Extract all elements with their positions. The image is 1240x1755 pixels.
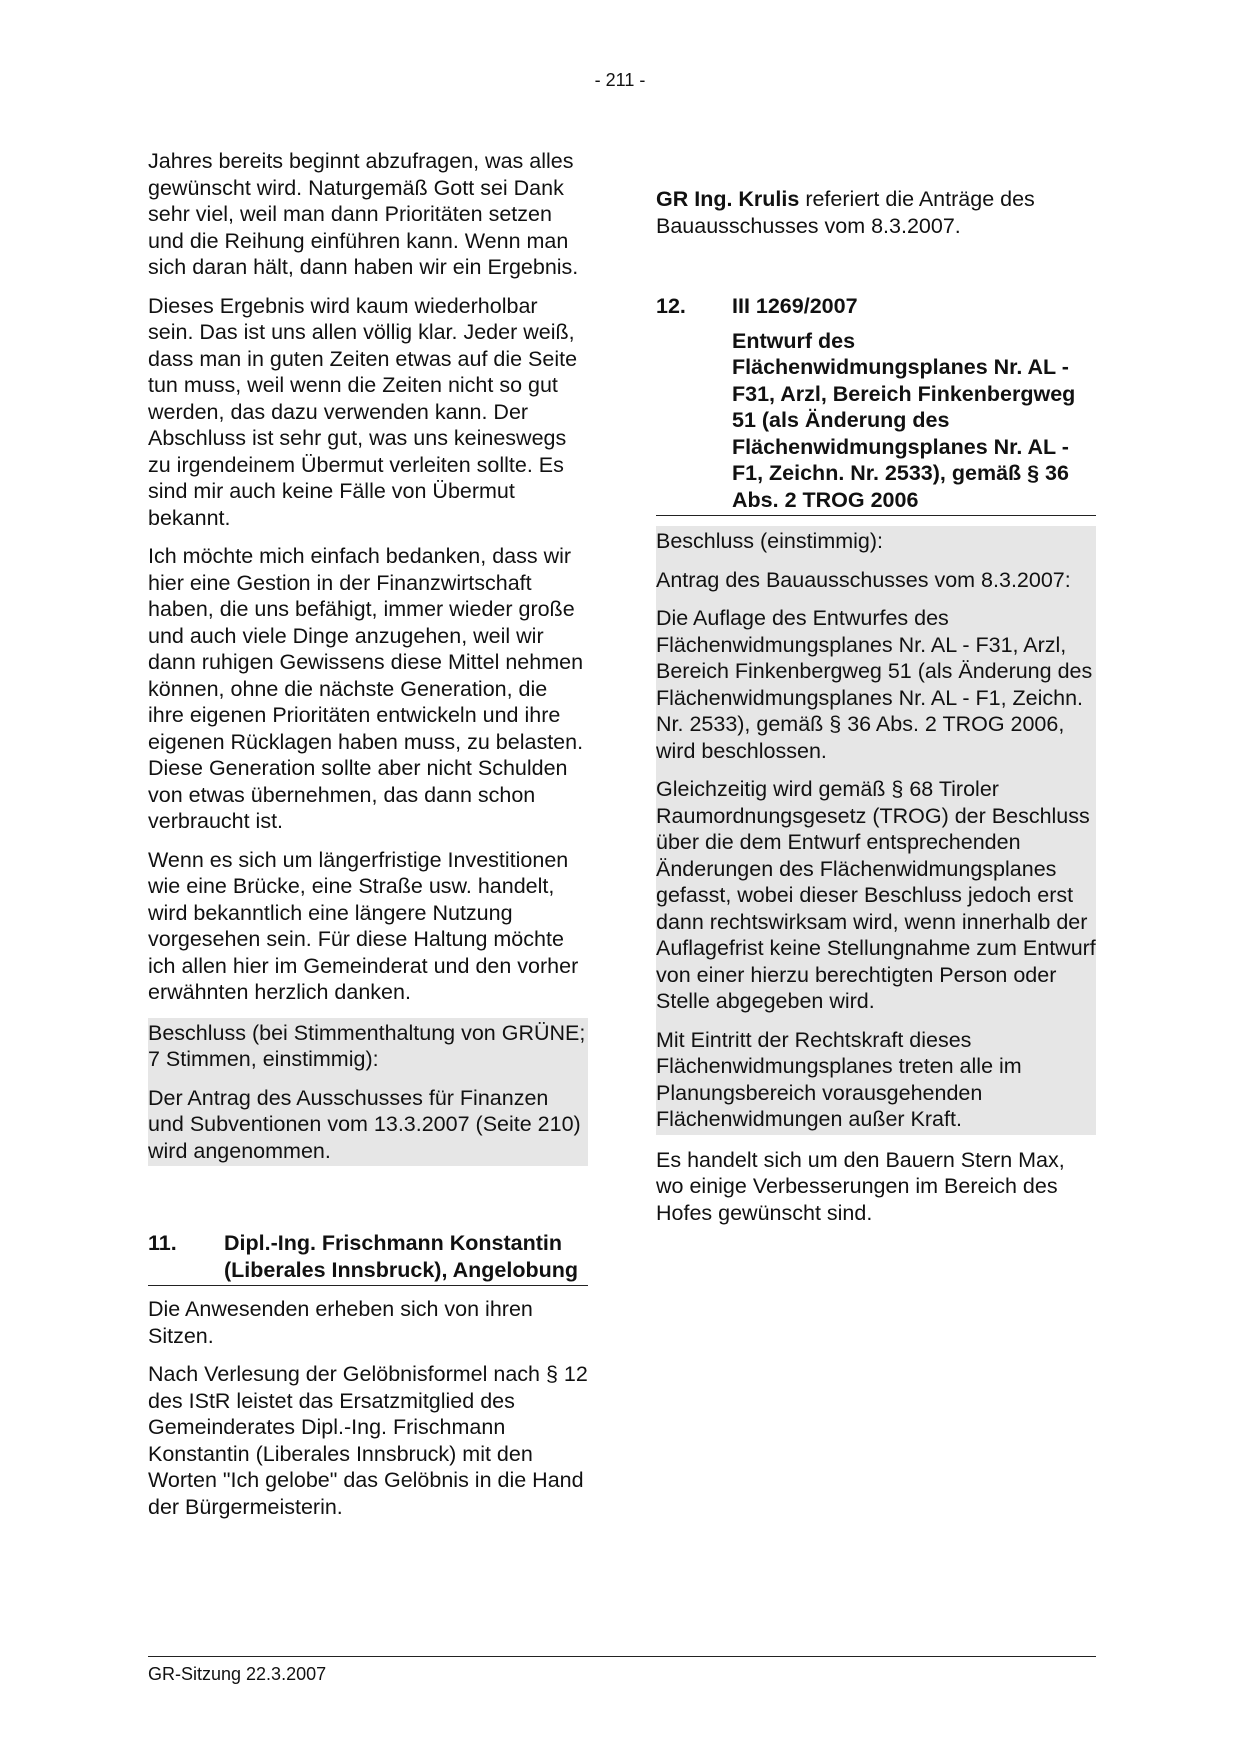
resolution-text: Gleichzeitig wird gemäß § 68 Tiroler Raumordnungsgesetz (TROG) der Beschluss über die dem Entwurf entsprechenden Änderungen des Flächenwidmungsplanes gefasst, wobei dieser Beschluss jedoch erst dann rechtswirksam wird, wenn innerhalb der Auflagefrist keine Stellungnahme zum Entwurf von einer hierzu berechtigten Person oder Stelle abgegeben wird. [656, 777, 1096, 1013]
rapporteur-paragraph [656, 186, 1096, 239]
paragraph: Wenn es sich um längerfristige Investitionen wie eine Brücke, eine Straße usw. handelt, wird bekanntlich eine längere Nutzung vorgesehen sein. Für diese Haltung möchte ich allen hier im Gemeinderat und den vorher erwähnten herzlich danken. [148, 847, 579, 1004]
resolution-text: Mit Eintritt der Rechtskraft dieses Flächenwidmungsplanes treten alle im Planungsbereich vorausgehenden Flächenwidmungen außer Kraft. [656, 1027, 1022, 1131]
agenda-item-11-heading [148, 1230, 588, 1283]
resolution-box [656, 605, 1096, 776]
right-column [656, 186, 1096, 1238]
agenda-item-number: 11. [148, 1231, 177, 1255]
resolution-label: Beschluss (bei Stimmenthaltung von GRÜNE; 7 Stimmen, einstimmig): [148, 1020, 586, 1071]
resolution-box [656, 1027, 1096, 1135]
resolution-box [656, 526, 1096, 567]
footer-divider [148, 1656, 1096, 1657]
paragraph: Dieses Ergebnis wird kaum wiederholbar sein. Das ist uns allen völlig klar. Jeder weiß, dass man in guten Zeiten etwas auf die Seite tun muss, weil wenn die Zeiten nicht so gut werden, das dazu verwenden kann. Der Abschluss ist sehr gut, was uns keineswegs zu irgendeinem Übermut verleiten sollte. Es sind mir auch keine Fälle von Übermut bekannt. [148, 293, 578, 530]
agenda-item-title: Dipl.-Ing. Frischmann Konstantin (Liberales Innsbruck), Angelobung [224, 1231, 578, 1282]
agenda-item-code: III 1269/2007 [732, 294, 858, 318]
paragraph: Ich möchte mich einfach bedanken, dass wir hier eine Gestion in der Finanzwirtschaft haben, die uns befähigt, immer wieder große und auch viele Dinge anzugehen, weil wir dann ruhigen Gewissens diese Mittel nehmen können, ohne die nächste Generation, die ihre eigenen Prioritäten entwickeln und ihre eigenen Rücklagen haben muss, zu belasten. Diese Generation sollte aber nicht Schulden von etwas übernehmen, das dann schon verbraucht ist. [148, 544, 584, 833]
page-number: - 211 - [594, 70, 646, 90]
resolution-text: Der Antrag des Ausschusses für Finanzen und Subventionen vom 13.3.2007 (Seite 210) wird angenommen. [148, 1085, 581, 1163]
agenda-item-number: 12. [656, 294, 686, 318]
paragraph: Jahres bereits beginnt abzufragen, was alles gewünscht wird. Naturgemäß Gott sei Dank sehr viel, weil man dann Prioritäten setzen und die Reihung einführen kann. Wenn man sich daran hält, dann haben wir ein Ergebnis. [148, 149, 579, 279]
paragraph: Es handelt sich um den Bauern Stern Max, wo einige Verbesserungen im Bereich des Hofes gewünscht sind. [656, 1147, 1065, 1225]
rapporteur-name: GR Ing. Krulis [656, 187, 800, 211]
resolution-label: Beschluss (einstimmig): [656, 529, 883, 553]
resolution-box-finance [148, 1018, 588, 1085]
agenda-item-title: Entwurf des Flächenwidmungsplanes Nr. AL - F31, Arzl, Bereich Finkenbergweg 51 (als Änderung des Flächenwidmungsplanes Nr. AL - F1, Zeichn. Nr. 2533), gemäß § 36 Abs. 2 TROG 2006 [732, 328, 1076, 512]
agenda-item-12-heading [656, 293, 1096, 320]
resolution-text: Die Auflage des Entwurfes des Flächenwidmungsplanes Nr. AL - F31, Arzl, Bereich Finkenbergweg 51 (als Änderung des Flächenwidmungsplanes Nr. AL - F1, Zeichn. Nr. 2533), gemäß § 36 Abs. 2 TROG 2006, wird beschlossen. [656, 606, 1093, 763]
left-column [148, 148, 588, 1532]
footer-session-date: GR-Sitzung 22.3.2007 [148, 1664, 327, 1684]
paragraph: Nach Verlesung der Gelöbnisformel nach § 12 des IStR leistet das Ersatzmitglied des Gemeinderates Dipl.-Ing. Frischmann Konstantin (Liberales Innsbruck) mit den Worten "Ich gelobe" das Gelöbnis in die Hand der Bürgermeisterin. [148, 1362, 588, 1519]
agenda-item-12-title-row [656, 328, 1096, 514]
resolution-box [656, 776, 1096, 1027]
section-divider [656, 515, 1096, 516]
resolution-text-box [148, 1085, 588, 1167]
section-divider [148, 1285, 588, 1286]
motion-label: Antrag des Bauausschusses vom 8.3.2007: [656, 567, 1071, 592]
rapporteur-text: referiert die Anträge des Bauausschusses vom 8.3.2007. [656, 187, 1035, 238]
resolution-box [656, 567, 1096, 606]
paragraph: Die Anwesenden erheben sich von ihren Sitzen. [148, 1297, 533, 1348]
